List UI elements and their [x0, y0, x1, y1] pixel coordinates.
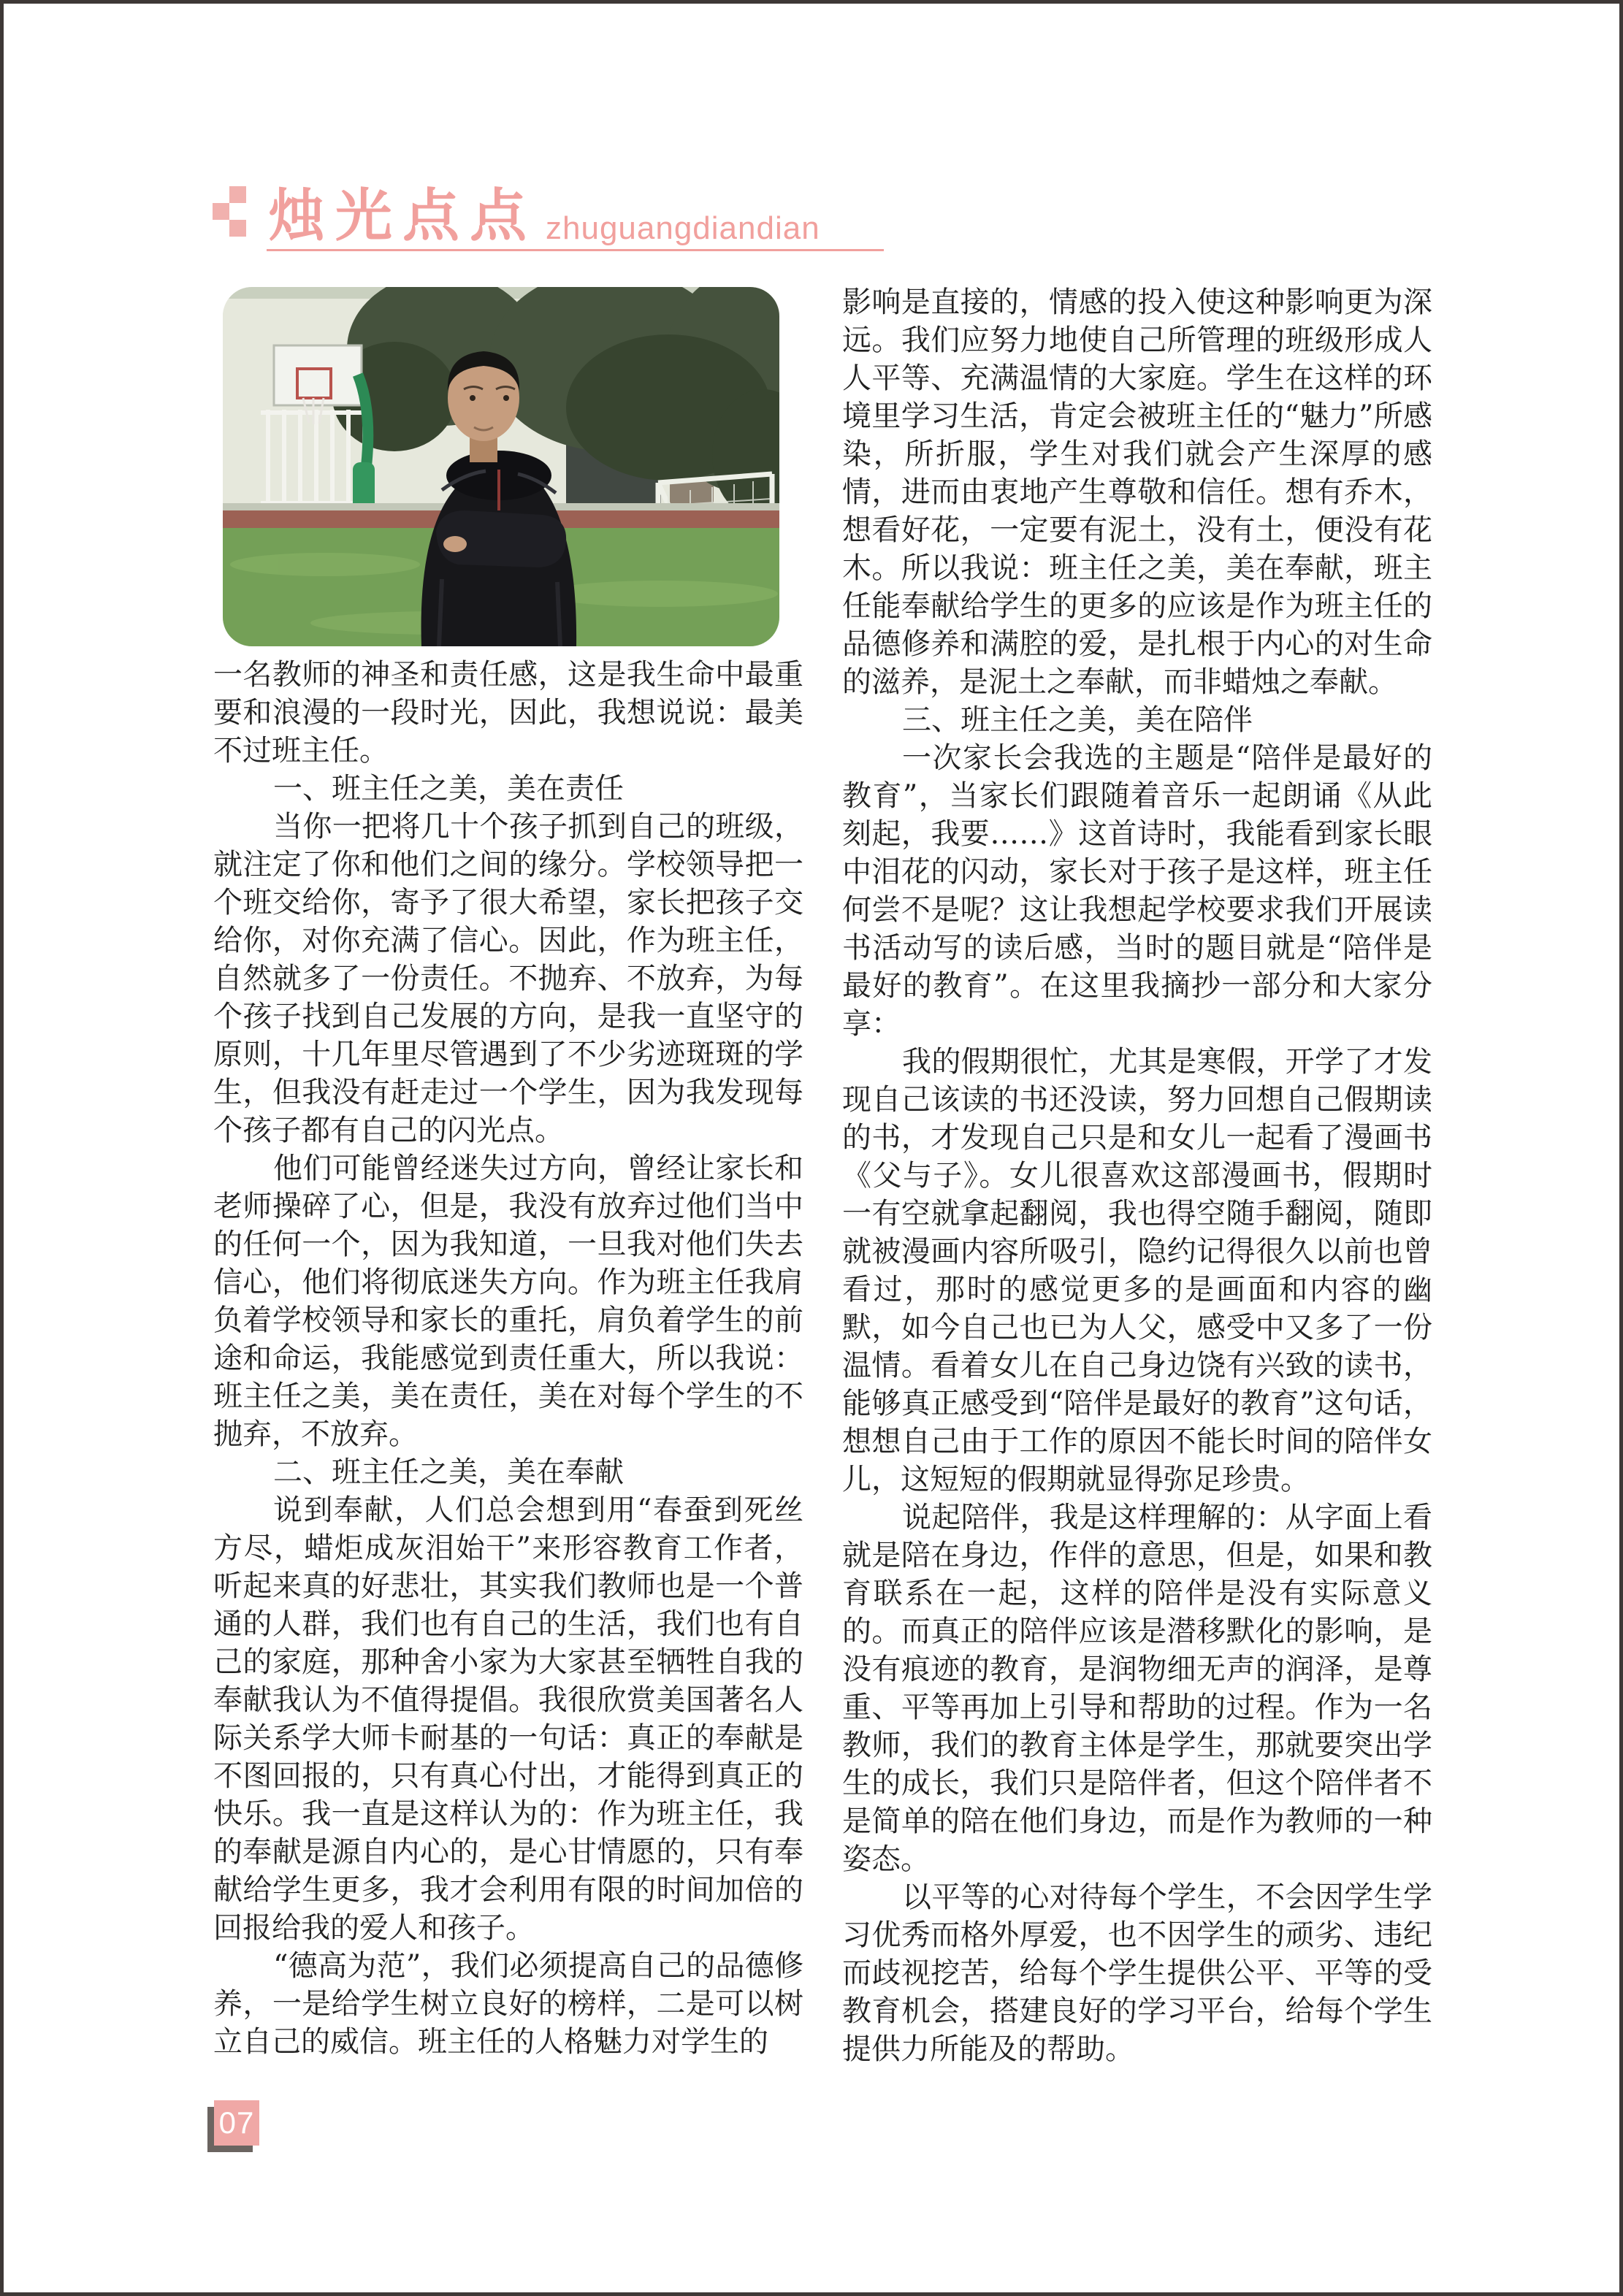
section-heading: 一、班主任之美，美在责任 [273, 772, 624, 805]
section-heading: 二、班主任之美，美在奉献 [273, 1455, 624, 1489]
paragraph: 我的假期很忙，尤其是寒假，开学了才发现自己该读的书还没读，努力回想自己假期读的书，才发现自己只是和女儿一起看了漫画书《父与子》。女儿很喜欢这部漫画书，假期时一有空就拿起翻阅，我也得空随手翻阅，随即就被漫画内容所吸引，隐约记得很久以前也曾看过，那时的感觉更多的是画面和内容的幽默，如今自己也已为人父，感受中又多了一份温情。看着女儿在自己身边饶有兴致的读书，能够真正感受到“陪伴是最好的教育”这句话，想想自己由于工作的原因不能长时间的陪伴女儿，这短短的假期就显得弥足珍贵。 [842, 1045, 1432, 1496]
paragraph: 以平等的心对待每个学生，不会因学生学习优秀而格外厚爱，也不因学生的顽劣、违纪而歧视挖苦，给每个学生提供公平、平等的受教育机会，搭建良好的学习平台，给每个学生提供力所能及的帮助。 [842, 1880, 1432, 2066]
header-underline [267, 249, 884, 251]
page-number-badge: 07 [214, 2100, 259, 2146]
paragraph: “德高为范”，我们必须提高自己的品德修养，一是给学生树立良好的榜样，二是可以树立自己的威信。班主任的人格魅力对学生的 [213, 1949, 803, 2059]
paragraph: 一名教师的神圣和责任感，这是我生命中最重要和浪漫的一段时光，因此，我想说说：最美不过班主任。 [213, 658, 803, 768]
section-heading: 三、班主任之美，美在陪伴 [902, 703, 1253, 737]
schoolyard-scene [223, 287, 779, 646]
paragraph: 说起陪伴，我是这样理解的：从字面上看就是陪在身边，作伴的意思，但是，如果和教育联系在一起，这样的陪伴是没有实际意义的。而真正的陪伴应该是潜移默化的影响，是没有痕迹的教育，是润物细无声的润泽，是尊重、平等再加上引导和帮助的过程。作为一名教师，我们的教育主体是学生，那就要突出学生的成长，我们只是陪伴者，但这个陪伴者不是简单的陪在他们身边，而是作为教师的一种姿态。 [842, 1501, 1432, 1876]
paragraph: 一次家长会我选的主题是“陪伴是最好的教育”，当家长们跟随着音乐一起朗诵《从此刻起，我要……》这首诗时，我能看到家长眼中泪花的闪动，家长对于孩子是这样，班主任何尝不是呢？这让我想起学校要求我们开展读书活动写的读后感，当时的题目就是“陪伴是最好的教育”。在这里我摘抄一部分和大家分享： [842, 741, 1432, 1041]
right-text-column [842, 283, 1432, 2068]
logo-squares-icon [213, 186, 247, 237]
paragraph: 当你一把将几十个孩子抓到自己的班级，就注定了你和他们之间的缘分。学校领导把一个班交给你，寄予了很大希望，家长把孩子交给你，对你充满了信心。因此，作为班主任，自然就多了一份责任。不抛弃、不放弃，为每个孩子找到自己发展的方向，是我一直坚守的原则，十几年里尽管遇到了不少劣迹斑斑的学生，但我没有赶走过一个学生，因为我发现每个孩子都有自己的闪光点。 [213, 810, 803, 1147]
left-text-column [213, 656, 803, 2061]
paragraph: 影响是直接的，情感的投入使这种影响更为深远。我们应努力地使自己所管理的班级形成人人平等、充满温情的大家庭。学生在这样的环境里学习生活，肯定会被班主任的“魅力”所感染，所折服，学生对我们就会产生深厚的感情，进而由衷地产生尊敬和信任。想有乔木，想看好花，一定要有泥土，没有土，便没有花木。所以我说：班主任之美，美在奉献，班主任能奉献给学生的更多的应该是作为班主任的品德修养和满腔的爱，是扎根于内心的对生命的滋养，是泥土之奉献，而非蜡烛之奉献。 [842, 286, 1432, 699]
column-title: 烛光点点 [268, 183, 538, 248]
teacher-photo [223, 287, 779, 646]
column-title-pinyin: zhuguangdiandian [546, 210, 820, 246]
paragraph: 说到奉献，人们总会想到用“春蚕到死丝方尽，蜡炬成灰泪始干”来形容教育工作者，听起来真的好悲壮，其实我们教师也是一个普通的人群，我们也有自己的生活，我们也有自己的家庭，那种舍小家为大家甚至牺牲自我的奉献我认为不值得提倡。我很欣赏美国著名人际关系学大师卡耐基的一句话：真正的奉献是不图回报的，只有真心付出，才能得到真正的快乐。我一直是这样认为的：作为班主任，我的奉献是源自内心的，是心甘情愿的，只有奉献给学生更多，我才会利用有限的时间加倍的回报给我的爱人和孩子。 [213, 1493, 803, 1945]
paragraph: 他们可能曾经迷失过方向，曾经让家长和老师操碎了心，但是，我没有放弃过他们当中的任何一个，因为我知道，一旦我对他们失去信心，他们将彻底迷失方向。作为班主任我肩负着学校领导和家长的重托，肩负着学生的前途和命运，我能感觉到责任重大，所以我说：班主任之美，美在责任，美在对每个学生的不抛弃，不放弃。 [213, 1152, 803, 1451]
